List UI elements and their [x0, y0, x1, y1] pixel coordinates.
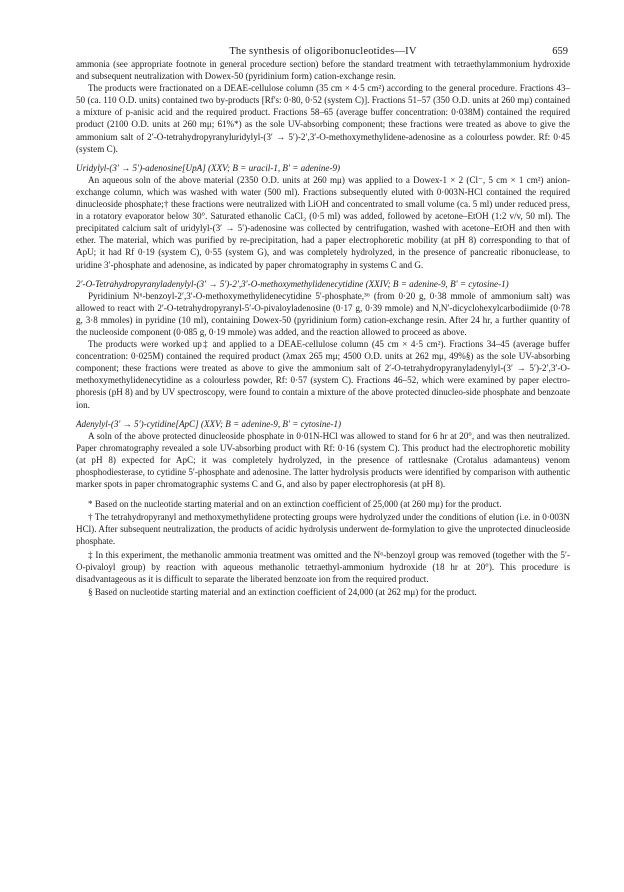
footnote: † The tetrahydropyranyl and methoxymethylidene protecting groups were hydrolyzed under the conditions of elution (i.e. in 0·003N HCl). After subsequent neutralization, the products of acidic hydrolysis underwent de-formylation to give the unprotected dinucleoside phosphate. [76, 512, 570, 547]
footnote: * Based on the nucleotide starting material and on an extinction coefficient of 25,000 (at 260 mμ) for the product. [88, 499, 502, 510]
paragraph-apc: A soln of the above protected dinucleoside phosphate in 0·01N-HCl was allowed to stand for 6 hr at 20°, and was then neutralized. Paper chromatography revealed a sole UV-absorbing product with Rf: 0·16 (system C). This product had the electrophoretic mobility (at pH 8) expected for ApC; it was completely hydrolyzed, in the presence of rattlesnake (Crotalus adamanteus) venom phosphodiesterase, to cytidine 5′-phosphate and adenosine. The latter hydrolysis products were identified by comparison with authentic marker spots in paper chromatographic systems C and G, and also by paper electrophoresis (at pH 8). [76, 430, 570, 490]
paragraph-coupling: Pyridinium N⁶-benzoyl-2′,3′-O-methoxymethylidenecytidine 5′-phosphate,³⁶ (from 0·20 g, 0·38 mmole of ammonium salt) was allowed to react with 2′-O-tetrahydropyranyl-5′-O-pivaloyladenosine (0·17 g, 0·39 mmole) and N,N′-dicyclohexylcarbodiimide (0·78 g, 3·8 mmoles) in pyridine (10 ml), containing Dowex-50 (pyridinium form) cation-exchange resin. After 24 hr, a further quantity of the nucleoside component (0·085 g, 0·19 mmole) was added, and the reaction allowed to proceed as above. [76, 290, 570, 337]
running-title: The synthesis of oligoribonucleotides—IV [229, 46, 417, 57]
page-body [76, 58, 570, 598]
paragraph-fractionation: The products were fractionated on a DEAE-cellulose column (35 cm × 4·5 cm²) according to the general procedure. Fractions 43–50 (ca. 110 O.D. units) contained two by-products [Rf's: 0·80, 0·52 (system C)]. Fractions 51–57 (350 O.D. units at 260 mμ) contained a mixture of p-anisic acid and the required product. Fractions 58–65 (average buffer concentration: 0·038M) contained the required product (2100 O.D. units at 260 mμ; 61%*) as the sole UV-absorbing component; these fractions were treated as above to give the ammonium salt of 2′-O-tetrahydropyranyluridylyl-(3′ → 5′)-2′,3′-O-methoxymethylidene-adenosine as a colourless powder. Rf: 0·45 (system C). [76, 83, 570, 154]
page-number: 659 [552, 46, 568, 57]
section-heading-protected-apc: 2′-O-Tetrahydropyranyladenylyl-(3′ → 5′)-2′,3′-O-methoxymethylidenecytidine (XXIV; B = adenine-9, B′ = cytosine-1) [76, 278, 509, 289]
section-heading-upa: Uridylyl-(3′ → 5′)-adenosine[UpA] (XXV; B = uracil-1, B′ = adenine-9) [76, 162, 341, 173]
footnote: § Based on nucleotide starting material and an extinction coefficient of 24,000 (at 262 mμ) for the product. [88, 586, 477, 597]
paragraph-continuation: ammonia (see appropriate footnote in general procedure section) before the standard treatment with tetraethylammonium hydroxide and subsequent neutralization with Dowex-50 (pyridinium form) cation-exchange resin. [76, 59, 570, 82]
footnote: ‡ In this experiment, the methanolic ammonia treatment was omitted and the N⁶-benzoyl group was removed (together with the 5′-O-pivaloyl group) by reaction with aqueous methanolic tetraethyl-ammonium hydroxide (18 hr at 20°). This procedure is disadvantageous as it is difficult to separate the liberated benzoate ion from the required product. [76, 549, 570, 584]
section-heading-apc: Adenylyl-(3′ → 5′)-cytidine[ApC] (XXV; B = adenine-9, B′ = cytosine-1) [76, 418, 342, 429]
footnotes [76, 498, 570, 598]
paragraph-upa: An aqueous soln of the above material (2350 O.D. units at 260 mμ) was applied to a Dowex-1 × 2 (Cl⁻, 5 cm × 1 cm²) anion-exchange column, which was washed with water (500 ml). Fractions subsequently eluted with 0·003N-HCl contained the required dinucleoside phosphate;† these fractions were neutralized with LiOH and concentrated to small volume (ca. 5 ml) under reduced press, in a rotatory evaporator below 30°. Saturated ethanolic CaCl₂ (0·5 ml) was added, followed by acetone–EtOH (1:2 v/v, 50 ml). The precipitated calcium salt of uridylyl-(3′ → 5′)-adenosine was collected by centrifugation, washed with acetone–EtOH and then with ether. The material, which was purified by re-precipitation, had a paper electrophoretic mobility (at pH 8) corresponding to that of ApU; it had Rf 0·19 (system C), 0·55 (system G), and was completely hydrolyzed, in the presence of pancreatic ribonuclease, to uridine 3′-phosphate and adenosine, as indicated by paper chromatography in systems C and G. [76, 174, 570, 270]
paragraph-workup: The products were worked up‡ and applied to a DEAE-cellulose column (45 cm × 4·5 cm²). Fractions 34–45 (average buffer concentration: 0·025M) contained the required product (λmax 265 mμ; 4500 O.D. units at 262 mμ, 49%§) as the sole UV-absorbing component; these fractions were treated as above to give the ammonium salt of 2′-O-tetrahydropyranyladenylyl-(3′ → 5′)-2′,3′-O-methoxymethylidenecytidine as a colourless powder, Rf: 0·57 (system C). Fractions 46–52, which were examined by paper electro-phoresis (pH 8) and by UV spectroscopy, were found to contain a mixture of the above protected dinucleo-side phosphate and benzoate ion. [76, 339, 570, 410]
